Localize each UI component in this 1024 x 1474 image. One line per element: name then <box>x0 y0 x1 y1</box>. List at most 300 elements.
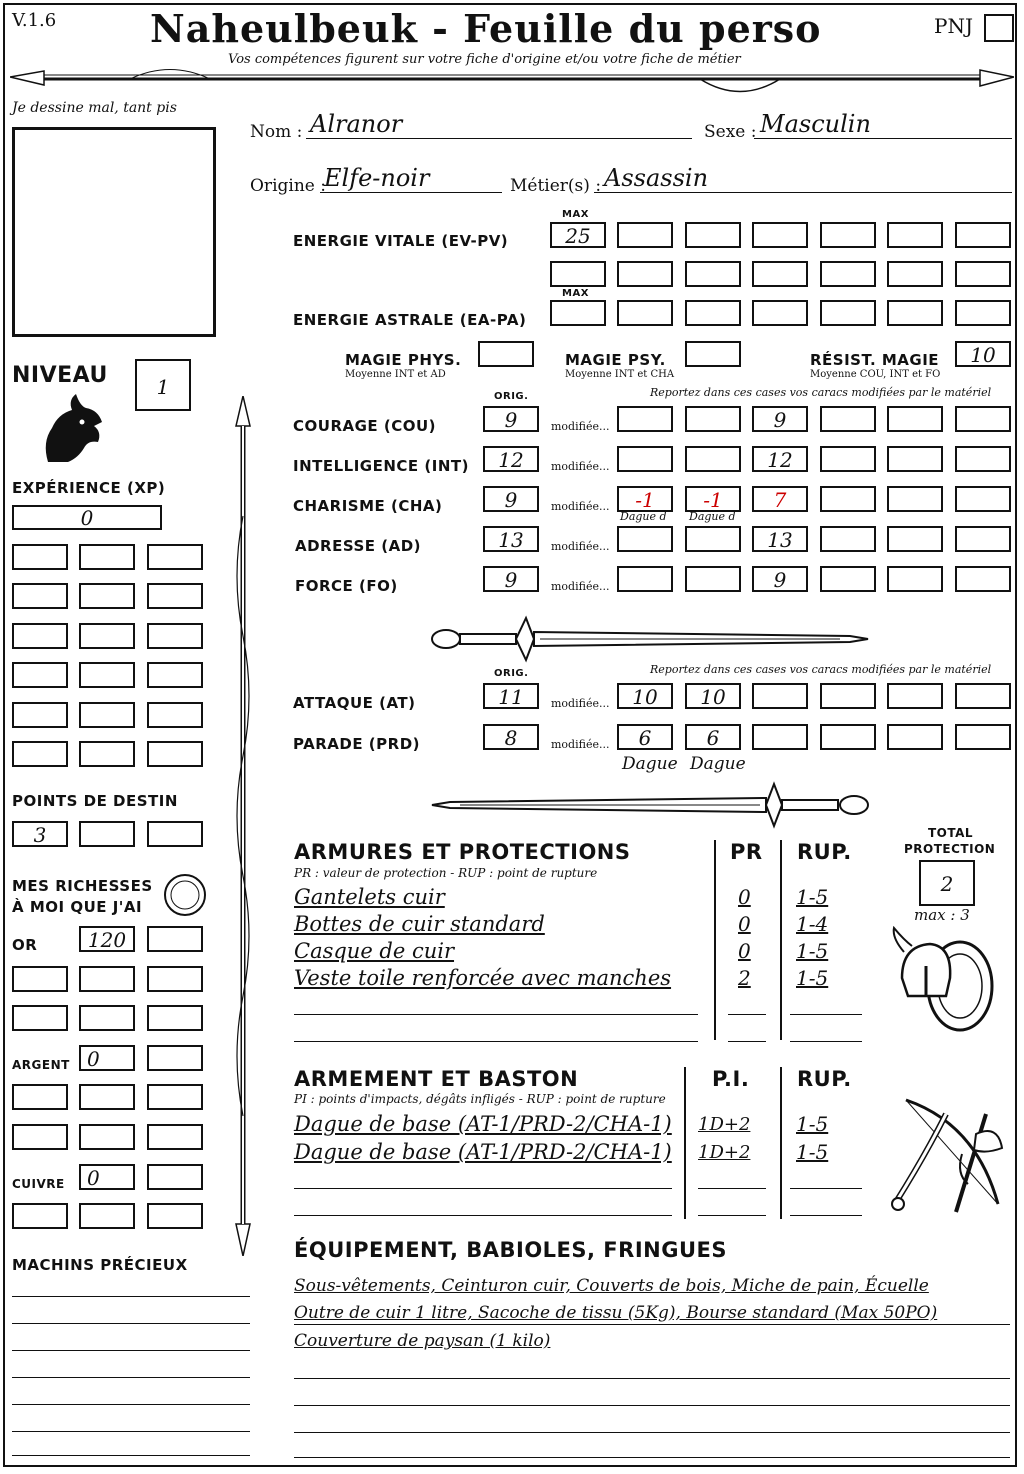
combat-note: Dague <box>622 754 678 774</box>
magie-phys-box[interactable] <box>478 341 534 367</box>
equipement-line[interactable]: Sous-vêtements, Ceinturon cuir, Couverts de bois, Miche de pain, Écuelle <box>294 1276 929 1296</box>
sexe-value: Masculin <box>760 110 871 138</box>
ev-box[interactable] <box>617 222 673 248</box>
xp-box[interactable] <box>12 583 68 609</box>
carac-mod-box[interactable] <box>752 446 808 472</box>
modif-label: modifiée... <box>551 460 610 473</box>
carac-label: COURAGE (COU) <box>293 417 437 435</box>
carac-mod-box[interactable] <box>955 566 1011 592</box>
armures-title: ARMURES ET PROTECTIONS <box>294 840 631 864</box>
ea-box[interactable] <box>887 300 943 326</box>
nom-value: Alranor <box>310 110 403 138</box>
coin-icon <box>162 872 208 918</box>
cha-note: Dague d <box>620 510 667 523</box>
carac-mod-value <box>889 408 941 430</box>
combat-label: ATTAQUE (AT) <box>293 694 416 712</box>
combat-orig-box[interactable] <box>483 724 539 750</box>
xp-box[interactable] <box>12 741 68 767</box>
or-label: OR <box>12 936 38 954</box>
ea-box[interactable] <box>955 300 1011 326</box>
combat-label: PARADE (PRD) <box>293 735 421 753</box>
armure-name[interactable]: Gantelets cuir <box>294 885 445 909</box>
argent-box[interactable] <box>79 1124 135 1150</box>
ea-label: ENERGIE ASTRALE (EA-PA) <box>293 311 527 329</box>
ev-box[interactable] <box>887 261 943 287</box>
arme-rup[interactable]: 1-5 <box>796 1140 829 1164</box>
magie-phys-value <box>480 343 532 365</box>
equipement-line[interactable]: Couverture de paysan (1 kilo) <box>294 1331 551 1351</box>
machins-line[interactable] <box>12 1404 250 1405</box>
carac-mod-box[interactable] <box>685 406 741 432</box>
machins-line[interactable] <box>12 1350 250 1351</box>
carac-mod-box[interactable] <box>685 486 741 512</box>
ea-max-box[interactable] <box>550 300 606 326</box>
modif-label: modifiée... <box>551 697 610 710</box>
equipement-rule[interactable] <box>294 1457 1010 1458</box>
arme-line[interactable] <box>294 1215 672 1216</box>
armure-name[interactable]: Bottes de cuir standard <box>294 912 545 936</box>
armure-pr[interactable]: 0 <box>738 939 751 963</box>
armures-col-divider <box>780 840 782 1040</box>
combat-mod-box[interactable] <box>955 724 1011 750</box>
argent-box[interactable] <box>12 1124 68 1150</box>
carac-mod-value: -1 <box>635 488 655 512</box>
xp-box[interactable] <box>79 662 135 688</box>
ev-label: ENERGIE VITALE (EV-PV) <box>293 232 509 250</box>
cha-note: Dague d <box>689 510 736 523</box>
destin-box[interactable] <box>12 821 68 847</box>
ev-box[interactable] <box>617 261 673 287</box>
combat-mod-value: 10 <box>700 685 726 709</box>
carac-mod-value <box>822 488 874 510</box>
armure-line[interactable] <box>790 1041 862 1042</box>
magie-phys-label: MAGIE PHYS. <box>345 351 462 369</box>
carac-mod-box[interactable] <box>887 486 943 512</box>
ev-box[interactable] <box>955 261 1011 287</box>
armures-col-rup: RUP. <box>797 840 852 864</box>
combat-mod-value: 6 <box>638 726 652 750</box>
carac-mod-value: 13 <box>767 528 793 552</box>
arme-line[interactable] <box>790 1215 862 1216</box>
ev-box[interactable] <box>887 222 943 248</box>
or-box[interactable] <box>147 1005 203 1031</box>
combat-mod-box[interactable] <box>752 724 808 750</box>
armure-rup[interactable]: 1-5 <box>796 939 829 963</box>
carac-mod-value <box>957 568 1009 590</box>
combat-mod-value <box>822 726 874 748</box>
xp-box[interactable] <box>147 583 203 609</box>
carac-mod-value <box>889 488 941 510</box>
combat-orig-value: 8 <box>504 726 518 750</box>
total-protection-value: 2 <box>940 872 954 896</box>
xp-box[interactable] <box>147 702 203 728</box>
carac-mod-value <box>687 528 739 550</box>
origine-value: Elfe-noir <box>324 164 430 192</box>
combat-mod-box[interactable] <box>820 683 876 709</box>
arme-line[interactable] <box>698 1188 766 1189</box>
equipement-title: ÉQUIPEMENT, BABIOLES, FRINGUES <box>294 1238 727 1262</box>
pnj-label: PNJ <box>934 14 973 38</box>
magie-psy-label: MAGIE PSY. <box>565 351 666 369</box>
metier-label: Métier(s) : <box>510 176 602 196</box>
combat-orig-label: ORIG. <box>494 668 529 679</box>
sword-icon <box>430 780 870 830</box>
caracs-orig-label: ORIG. <box>494 391 529 402</box>
carac-mod-value: 9 <box>773 568 787 592</box>
combat-mod-value <box>889 726 941 748</box>
xp-box[interactable] <box>147 544 203 570</box>
cuivre-box[interactable] <box>79 1164 135 1190</box>
magie-psy-value <box>687 343 739 365</box>
ea-max-label: MAX <box>562 288 589 299</box>
combat-mod-value <box>957 685 1009 707</box>
carac-orig-value: 9 <box>504 488 518 512</box>
or-box[interactable] <box>79 966 135 992</box>
spear-divider-icon <box>10 64 1014 94</box>
armures-note: PR : valeur de protection - RUP : point de rupture <box>294 866 598 880</box>
or-box[interactable] <box>147 926 203 952</box>
carac-mod-box[interactable] <box>820 406 876 432</box>
destin-box[interactable] <box>79 821 135 847</box>
ev-box[interactable] <box>752 261 808 287</box>
combat-mod-box[interactable] <box>685 724 741 750</box>
carac-mod-box[interactable] <box>617 566 673 592</box>
max-protection-label: max : 3 <box>914 906 970 924</box>
armure-line[interactable] <box>294 1041 698 1042</box>
carac-orig-value: 13 <box>498 528 524 552</box>
nom-label: Nom : <box>250 122 303 142</box>
carac-mod-box[interactable] <box>752 406 808 432</box>
carac-mod-box[interactable] <box>685 446 741 472</box>
carac-mod-value <box>957 448 1009 470</box>
xp-box[interactable] <box>79 741 135 767</box>
resist-magie-value: 10 <box>970 343 996 367</box>
carac-orig-box[interactable] <box>483 526 539 552</box>
armure-rup[interactable]: 1-5 <box>796 885 829 909</box>
machins-line[interactable] <box>12 1377 250 1378</box>
carac-mod-box[interactable] <box>887 566 943 592</box>
ev-box[interactable] <box>820 261 876 287</box>
carac-mod-box[interactable] <box>685 526 741 552</box>
arme-rup[interactable]: 1-5 <box>796 1112 829 1136</box>
ev-max-label: MAX <box>562 209 589 220</box>
carac-mod-value <box>957 528 1009 550</box>
machins-line[interactable] <box>12 1296 250 1297</box>
pnj-checkbox[interactable] <box>984 14 1014 42</box>
armement-col-rup: RUP. <box>797 1067 852 1091</box>
ev-box[interactable] <box>685 222 741 248</box>
ea-box[interactable] <box>752 300 808 326</box>
armement-note: PI : points d'impacts, dégâts infligés - RUP : point de rupture <box>294 1092 666 1106</box>
carac-orig-box[interactable] <box>483 446 539 472</box>
carac-mod-box[interactable] <box>955 406 1011 432</box>
cuivre-label: CUIVRE <box>12 1177 65 1191</box>
modif-label: modifiée... <box>551 580 610 593</box>
armure-pr[interactable]: 0 <box>738 912 751 936</box>
richesses-label-1: MES RICHESSES <box>12 877 153 895</box>
armement-col-divider <box>684 1067 686 1219</box>
xp-box[interactable] <box>79 583 135 609</box>
arme-line[interactable] <box>698 1215 766 1216</box>
cuivre-box[interactable] <box>147 1203 203 1229</box>
magie-psy-note: Moyenne INT et CHA <box>565 369 675 380</box>
argent-box[interactable] <box>79 1045 135 1071</box>
ev-box[interactable] <box>752 222 808 248</box>
argent-box[interactable] <box>147 1124 203 1150</box>
carac-mod-box[interactable] <box>752 486 808 512</box>
argent-value: 0 <box>87 1047 100 1071</box>
carac-mod-value <box>619 448 671 470</box>
dragon-icon <box>38 392 108 464</box>
armure-name[interactable]: Casque de cuir <box>294 939 455 963</box>
cuivre-box[interactable] <box>147 1164 203 1190</box>
ea-max-value <box>552 302 604 324</box>
armement-col-pi: P.I. <box>712 1067 750 1091</box>
or-box[interactable] <box>147 966 203 992</box>
xp-box[interactable] <box>12 662 68 688</box>
carac-mod-box[interactable] <box>955 526 1011 552</box>
ev-max-value: 25 <box>565 224 591 248</box>
xp-box[interactable] <box>147 741 203 767</box>
xp-value: 0 <box>80 506 94 530</box>
carac-orig-value: 9 <box>504 408 518 432</box>
carac-mod-box[interactable] <box>887 406 943 432</box>
machins-line[interactable] <box>12 1323 250 1324</box>
combat-mod-value <box>754 726 806 748</box>
carac-mod-box[interactable] <box>955 486 1011 512</box>
arme-name[interactable]: Dague de base (AT-1/PRD-2/CHA-1) <box>294 1140 672 1164</box>
carac-mod-box[interactable] <box>887 526 943 552</box>
carac-mod-box[interactable] <box>617 486 673 512</box>
portrait-caption: Je dessine mal, tant pis <box>12 100 177 116</box>
armure-pr[interactable]: 2 <box>738 966 751 990</box>
weapons-icon <box>886 1094 1010 1218</box>
magie-psy-box[interactable] <box>685 341 741 367</box>
resist-magie-box[interactable] <box>955 341 1011 367</box>
carac-orig-value: 9 <box>504 568 518 592</box>
arme-pi[interactable]: 1D+2 <box>698 1114 751 1135</box>
combat-mod-value <box>957 726 1009 748</box>
ea-box[interactable] <box>820 300 876 326</box>
argent-box[interactable] <box>147 1084 203 1110</box>
resist-magie-label: RÉSIST. MAGIE <box>810 351 940 369</box>
carac-label: CHARISME (CHA) <box>293 497 443 515</box>
helmet-shield-icon <box>890 926 1000 1034</box>
carac-mod-value <box>822 568 874 590</box>
carac-mod-box[interactable] <box>752 566 808 592</box>
carac-mod-value <box>889 528 941 550</box>
caracs-report-note: Reportez dans ces cases vos caracs modifiées par le matériel <box>650 386 992 399</box>
version-label: V.1.6 <box>12 10 57 31</box>
carac-mod-value: 12 <box>767 448 793 472</box>
xp-box[interactable] <box>12 702 68 728</box>
armure-line[interactable] <box>790 1014 862 1015</box>
or-box[interactable] <box>12 1005 68 1031</box>
combat-mod-box[interactable] <box>820 724 876 750</box>
carac-label: INTELLIGENCE (INT) <box>293 457 469 475</box>
armure-pr[interactable]: 0 <box>738 885 751 909</box>
ev-box[interactable] <box>820 222 876 248</box>
arme-pi[interactable]: 1D+2 <box>698 1142 751 1163</box>
xp-box[interactable] <box>12 505 162 530</box>
ev-box[interactable] <box>685 261 741 287</box>
carac-mod-box[interactable] <box>820 486 876 512</box>
carac-mod-value <box>822 528 874 550</box>
combat-mod-box[interactable] <box>887 683 943 709</box>
combat-mod-value <box>822 685 874 707</box>
xp-box[interactable] <box>79 544 135 570</box>
armure-line[interactable] <box>728 1041 766 1042</box>
xp-box[interactable] <box>12 544 68 570</box>
carac-mod-value: -1 <box>703 488 723 512</box>
combat-mod-box[interactable] <box>887 724 943 750</box>
niveau-value: 1 <box>156 375 170 399</box>
armures-col-divider <box>714 840 716 1040</box>
total-protection-label-1: TOTAL <box>928 826 974 840</box>
arme-line[interactable] <box>790 1188 862 1189</box>
combat-mod-box[interactable] <box>752 683 808 709</box>
modif-label: modifiée... <box>551 540 610 553</box>
combat-note: Dague <box>690 754 746 774</box>
destin-label: POINTS DE DESTIN <box>12 792 178 810</box>
combat-mod-value <box>889 685 941 707</box>
equipement-rule[interactable] <box>294 1405 1010 1406</box>
carac-mod-box[interactable] <box>887 446 943 472</box>
xp-box[interactable] <box>12 623 68 649</box>
carac-mod-value <box>957 408 1009 430</box>
carac-mod-value: 9 <box>773 408 787 432</box>
xp-box[interactable] <box>147 662 203 688</box>
armure-name[interactable]: Veste toile renforcée avec manches <box>294 966 672 990</box>
combat-mod-value <box>754 685 806 707</box>
or-value: 120 <box>87 928 127 952</box>
ea-box[interactable] <box>685 300 741 326</box>
carac-orig-value: 12 <box>498 448 524 472</box>
carac-mod-box[interactable] <box>820 566 876 592</box>
carac-mod-value <box>619 408 671 430</box>
cuivre-box[interactable] <box>79 1203 135 1229</box>
carac-label: FORCE (FO) <box>295 577 398 595</box>
ea-box[interactable] <box>617 300 673 326</box>
xp-box[interactable] <box>147 623 203 649</box>
combat-orig-value: 11 <box>498 685 524 709</box>
metier-value: Assassin <box>604 164 709 192</box>
carac-mod-value <box>619 568 671 590</box>
arme-line[interactable] <box>294 1188 672 1189</box>
xp-label: EXPÉRIENCE (XP) <box>12 479 166 497</box>
total-protection-label-2: PROTECTION <box>904 842 996 856</box>
cuivre-box[interactable] <box>12 1203 68 1229</box>
vertical-spear-icon <box>228 396 258 1256</box>
or-box[interactable] <box>79 926 135 952</box>
armure-rup[interactable]: 1-4 <box>796 912 829 936</box>
equipement-rule[interactable] <box>294 1432 1010 1433</box>
carac-mod-box[interactable] <box>685 566 741 592</box>
niveau-box[interactable] <box>135 359 191 411</box>
arme-name[interactable]: Dague de base (AT-1/PRD-2/CHA-1) <box>294 1112 672 1136</box>
or-box[interactable] <box>79 1005 135 1031</box>
total-protection-box[interactable] <box>919 860 975 906</box>
ev-box[interactable] <box>550 261 606 287</box>
carac-mod-value <box>687 568 739 590</box>
carac-mod-box[interactable] <box>820 526 876 552</box>
carac-orig-box[interactable] <box>483 406 539 432</box>
armure-line[interactable] <box>728 1014 766 1015</box>
equipement-rule[interactable] <box>294 1378 1010 1379</box>
destin-value: 3 <box>33 823 47 847</box>
magie-phys-note: Moyenne INT et AD <box>345 369 446 380</box>
carac-mod-value <box>822 448 874 470</box>
combat-orig-box[interactable] <box>483 683 539 709</box>
resist-magie-note: Moyenne COU, INT et FO <box>810 369 941 380</box>
ev-max-box[interactable] <box>550 222 606 248</box>
argent-box[interactable] <box>79 1084 135 1110</box>
carac-mod-box[interactable] <box>617 446 673 472</box>
armure-rup[interactable]: 1-5 <box>796 966 829 990</box>
carac-mod-value <box>889 448 941 470</box>
carac-orig-box[interactable] <box>483 486 539 512</box>
combat-mod-value: 6 <box>706 726 720 750</box>
equipement-line[interactable]: Outre de cuir 1 litre, Sacoche de tissu (5Kg), Bourse standard (Max 50PO) <box>294 1303 938 1323</box>
cuivre-value: 0 <box>87 1166 100 1190</box>
combat-mod-box[interactable] <box>617 683 673 709</box>
armures-col-pr: PR <box>730 840 763 864</box>
armement-title: ARMEMENT ET BASTON <box>294 1067 579 1091</box>
sword-icon <box>430 614 870 664</box>
armement-col-divider <box>780 1067 782 1219</box>
machins-line[interactable] <box>12 1431 250 1432</box>
carac-mod-value <box>687 408 739 430</box>
sheet-title: Naheulbeuk - Feuille du perso <box>150 6 822 51</box>
armure-line[interactable] <box>294 1014 698 1015</box>
argent-label: ARGENT <box>12 1058 70 1072</box>
destin-box[interactable] <box>147 821 203 847</box>
carac-mod-box[interactable] <box>617 526 673 552</box>
combat-mod-box[interactable] <box>685 683 741 709</box>
argent-box[interactable] <box>147 1045 203 1071</box>
xp-box[interactable] <box>79 623 135 649</box>
carac-mod-value <box>822 408 874 430</box>
combat-report-note: Reportez dans ces cases vos caracs modifiées par le matériel <box>650 663 992 676</box>
carac-label: ADRESSE (AD) <box>295 537 422 555</box>
or-box[interactable] <box>12 966 68 992</box>
equipement-rule <box>294 1324 1010 1325</box>
carac-mod-value <box>957 488 1009 510</box>
carac-mod-value <box>687 448 739 470</box>
combat-mod-box[interactable] <box>955 683 1011 709</box>
carac-mod-box[interactable] <box>617 406 673 432</box>
portrait-box[interactable] <box>12 127 216 337</box>
machins-line[interactable] <box>12 1455 250 1456</box>
carac-mod-box[interactable] <box>752 526 808 552</box>
modif-label: modifiée... <box>551 738 610 751</box>
origine-label: Origine : <box>250 176 326 196</box>
niveau-label: NIVEAU <box>12 363 108 388</box>
sheet-subtitle: Vos compétences figurent sur votre fiche d'origine et/ou votre fiche de métier <box>228 52 741 67</box>
carac-orig-box[interactable] <box>483 566 539 592</box>
ev-box[interactable] <box>955 222 1011 248</box>
carac-mod-value: 7 <box>773 488 787 512</box>
modif-label: modifiée... <box>551 500 610 513</box>
machins-label: MACHINS PRÉCIEUX <box>12 1256 188 1274</box>
xp-box[interactable] <box>79 702 135 728</box>
carac-mod-box[interactable] <box>955 446 1011 472</box>
sexe-label: Sexe : <box>704 122 757 142</box>
carac-mod-box[interactable] <box>820 446 876 472</box>
carac-mod-value <box>619 528 671 550</box>
combat-mod-box[interactable] <box>617 724 673 750</box>
argent-box[interactable] <box>12 1084 68 1110</box>
